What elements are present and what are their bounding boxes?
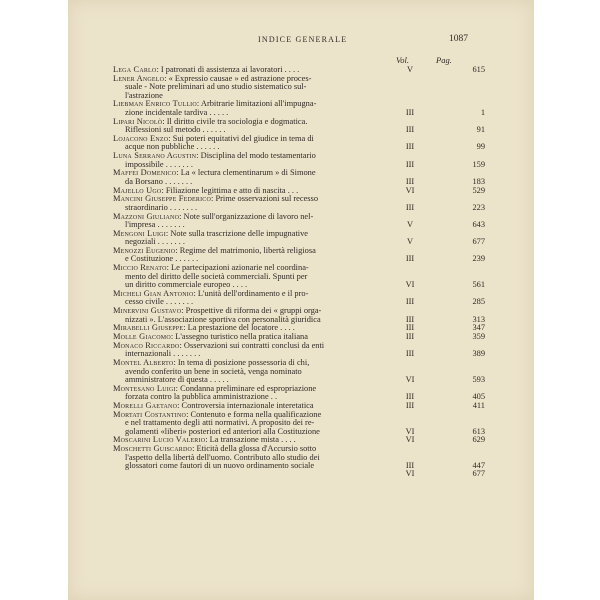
entry-title-text: Filiazione legittima e atto di nascita . . . [165, 185, 299, 195]
entry-volume: VI [405, 280, 415, 290]
entry-author: Moscarini Lucio Valerio [113, 435, 206, 445]
entry-line: Luna Serrano Agustin: Disciplina del modo testamentario [113, 151, 316, 161]
entry-line: Mengoni Luigi: Note sulla trascrizione delle impugnative [113, 228, 309, 238]
entry-title-text: L'unità dell'ordinamento e il pro- [197, 288, 309, 298]
entry-page: 1 [480, 107, 485, 117]
entry-title-text: zione incidentale tardiva . . . . . [125, 107, 229, 117]
entry-title-text: In tema di posizione possessoria di chi, [177, 358, 310, 368]
entry-author: Minervini Gustavo [113, 306, 182, 316]
entry-author: Mortati Costantino [113, 409, 187, 419]
entry-author: Monaco Riccardo [113, 340, 180, 350]
entry-title-text: La « lectura clementinarum » di Simone [180, 168, 316, 178]
entry-line: Mirabelli Giuseppe: La prestazione del locatore . . . . III 347 [113, 323, 485, 333]
entry-title-text: l'astrazione [125, 90, 163, 100]
entry-author: Mazzoni Giuliano [113, 211, 180, 221]
entry-volume: VI [405, 185, 415, 195]
entry-title-text: I patronati di assistenza ai lavoratori . . . . [160, 65, 300, 74]
entry-volume: VI [405, 469, 415, 479]
entry-volume: III [405, 159, 415, 169]
entry-volume: III [405, 461, 415, 471]
entry-line: Morelli Gaetano: Controversia internazionale interetatica III 411 [113, 400, 485, 410]
entry-title-text: l'aspetto della libertà dell'uomo. Contributo allo studio dei [125, 452, 320, 462]
entry-title-text: negoziali . . . . . . . [125, 237, 186, 247]
entry-line: Lega Carlo: I patronati di assistenza ai lavoratori . . . . V 615 [113, 65, 485, 74]
index-entry [113, 264, 485, 289]
entry-page: 159 [472, 159, 485, 169]
index-entry [113, 290, 485, 307]
entry-title-text: un diritto commerciale europeo . . . . [125, 280, 248, 290]
entry-line: Molle Giacomo: L'assegno turistico nella pratica italiana III 359 [113, 332, 485, 342]
index-entry [113, 213, 485, 230]
entry-author: Montesano Luigi [113, 383, 176, 393]
entry-volume: III [405, 176, 415, 186]
entry-title-text: Il diritto civile tra sociologia e dogmatica. [166, 116, 308, 126]
entry-page: 183 [472, 176, 485, 186]
entry-title-text: nizzati ». L'associazione sportiva con personalità giuridica [125, 314, 321, 324]
entry-volume: VI [405, 426, 415, 436]
entry-author: Mengoni Luigi [113, 228, 166, 238]
entry-page: 359 [472, 332, 485, 342]
entry-line: Minervini Gustavo: Prospettive di riforma dei « gruppi orga- [113, 306, 322, 316]
index-entry [113, 195, 485, 212]
entry-title-text: acque non pubbliche . . . . . . [125, 142, 220, 152]
column-header-vol: Vol. [396, 55, 409, 65]
entry-title-text: Prospettive di riforma dei « gruppi orga- [185, 306, 322, 316]
entry-author: Majello Ugo [113, 185, 162, 195]
entry-title-text: da Borsano . . . . . . . [125, 176, 193, 186]
entry-volume: III [405, 125, 415, 135]
entry-volume: III [405, 323, 415, 333]
entry-page: 239 [472, 254, 485, 264]
book-page [68, 0, 534, 600]
entry-title-text: glossatori come fautori di un nuovo ordinamento sociale [125, 461, 315, 471]
entry-page: 529 [472, 185, 485, 195]
entry-volume: III [405, 332, 415, 342]
entry-volume: III [405, 142, 415, 152]
entry-title-text: Osservazioni sui contratti conclusi da enti [183, 340, 325, 350]
entry-title-text: e nel trattamento degli atti normativi. A proposito dei re- [125, 418, 315, 428]
entry-line: Moschetti Guiscardo: Eticità della glossa d'Accursio sotto [113, 444, 317, 454]
entry-line: Miccio Renato: Le partecipazioni azionarie nel coordina- [113, 263, 309, 273]
entry-title-text: impossibile . . . . . . . [125, 159, 193, 169]
entry-line: Lojacono Enzo: Sui poteri equitativi del giudice in tema di [113, 133, 314, 143]
entry-title-text: Arbitrarie limitazioni all'impugna- [200, 99, 317, 109]
entry-author: Moschetti Guiscardo [113, 444, 193, 454]
entry-volume: III [405, 392, 415, 402]
entry-page: 285 [472, 297, 485, 307]
entry-title-text: Prime osservazioni sul recesso [215, 194, 319, 204]
entry-line: Lener Angelo: « Expressio causae » ed astrazione proces- [113, 73, 312, 83]
entry-page: 677 [472, 469, 485, 479]
entry-page: 347 [472, 323, 485, 333]
entry-volume: VI [405, 435, 415, 445]
entry-author: Micheli Gian Antonio [113, 288, 194, 298]
entry-line: Liebman Enrico Tullio: Arbitrarie limitazioni all'impugna- [113, 99, 317, 109]
entry-line [113, 83, 485, 91]
entry-line: Mancini Giuseppe Federico: Prime osservazioni sul recesso [113, 194, 319, 204]
entry-title-text: Riflessioni sul metodo . . . . . . [125, 125, 226, 135]
entry-page: 615 [472, 65, 485, 74]
entry-author: Montel Alberto [113, 358, 174, 368]
entry-author: Menozzi Eugenio [113, 245, 176, 255]
entry-title-text: Controversia internazionale interetatica [181, 400, 314, 410]
entry-line: Moscarini Lucio Valerio: La transazione mista . . . . VI 629 [113, 435, 485, 445]
index-entry [113, 445, 485, 470]
entry-title-text: La transazione mista . . . . [209, 435, 296, 445]
entry-page: 405 [472, 392, 485, 402]
entry-title-text: Regime del matrimonio, libertà religiosa [179, 245, 316, 255]
column-header-pag: Pag. [436, 55, 452, 65]
entry-volume: VI [405, 374, 415, 384]
entry-page: 561 [472, 280, 485, 290]
entry-author: Lener Angelo [113, 73, 165, 83]
entry-author: Miccio Renato [113, 263, 167, 273]
entry-line [113, 462, 485, 470]
index-entry [113, 75, 485, 100]
entry-title-text: cesso civile . . . . . . . [125, 297, 194, 307]
entry-volume: III [405, 202, 415, 212]
index-entry [113, 342, 485, 359]
index-entry [113, 100, 485, 117]
entry-volume: V [406, 219, 414, 229]
entry-volume: V [406, 65, 414, 74]
entry-title-text: straordinario . . . . . . . [125, 202, 198, 212]
entry-title-text: Sui poteri equitativi del giudice in tema di [172, 133, 314, 143]
entry-line: Maffei Domenico: La « lectura clementinarum » di Simone [113, 168, 316, 178]
entry-volume: III [405, 254, 415, 264]
entry-title-text: forzata contro la pubblica amministrazione . . [125, 392, 278, 402]
index-entry [113, 135, 485, 152]
index-entry [113, 359, 485, 384]
entry-page: 447 [472, 461, 485, 471]
entry-page: 677 [472, 237, 485, 247]
entry-line: Monaco Riccardo: Osservazioni sui contratti conclusi da enti [113, 340, 325, 350]
entry-line: Montesano Luigi: Condanna preliminare ed espropriazione [113, 383, 317, 393]
entry-title-text: l'impresa . . . . . . . [125, 219, 185, 229]
index-entry [113, 230, 485, 247]
entry-volume: III [405, 314, 415, 324]
entry-title-text: Condanna preliminare ed espropriazione [180, 383, 317, 393]
entry-page: 643 [472, 219, 485, 229]
entry-title-text: avendo conferito un bene in società, venga nominato [125, 366, 302, 376]
entry-author: Liebman Enrico Tullio [113, 99, 197, 109]
index-entry [113, 169, 485, 186]
entry-author: Lega Carlo [113, 65, 157, 74]
entry-page: 91 [476, 125, 485, 135]
entry-author: Luna Serrano Agustin [113, 151, 197, 161]
entry-page: 99 [476, 142, 485, 152]
index-entry [113, 118, 485, 135]
entry-title-text: La prestazione del locatore . . . . [187, 323, 295, 333]
entry-title-text: e Costituzione . . . . . . [125, 254, 199, 264]
entry-author: Mirabelli Giuseppe [113, 323, 184, 333]
entry-title-text: Disciplina del modo testamentario [200, 151, 316, 161]
entry-title-text: Note sulla trascrizione delle impugnative [170, 228, 309, 238]
entry-author: Lipari Nicolò [113, 116, 163, 126]
entry-title-text: Le partecipazioni azionarie nel coordina- [171, 263, 309, 273]
entry-page: 223 [472, 202, 485, 212]
entry-line: Mortati Costantino: Contenuto e forma nella qualificazione [113, 409, 322, 419]
entry-title-text: internazionali . . . . . . . [125, 349, 201, 359]
entry-title-text: golamenti «liberi» posteriori ed anteriori alla Costituzione [125, 426, 320, 436]
entry-author: Lojacono Enzo [113, 133, 169, 143]
page-number: 1087 [449, 34, 468, 44]
index-entry [113, 152, 485, 169]
entry-author: Mancini Giuseppe Federico [113, 194, 212, 204]
entry-title-text: amministratore di questa . . . . . [125, 374, 229, 384]
entry-author: Maffei Domenico [113, 168, 177, 178]
entry-line: Montel Alberto: In tema di posizione possessoria di chi, [113, 358, 310, 368]
entry-title-text: Eticità della glossa d'Accursio sotto [196, 444, 317, 454]
index-entry [113, 411, 485, 436]
index-entry [113, 385, 485, 402]
index-entry [113, 307, 485, 324]
entry-volume: V [406, 237, 414, 247]
entry-page: 629 [472, 435, 485, 445]
entry-line: Micheli Gian Antonio: L'unità dell'ordinamento e il pro- [113, 288, 309, 298]
entry-volume: III [405, 349, 415, 359]
entry-page: 613 [472, 426, 485, 436]
entry-volume: III [405, 400, 415, 410]
entry-volume: III [405, 107, 415, 117]
entry-title-text: L'assegno turistico nella pratica italiana [175, 332, 308, 342]
entry-title-text: « Expressio causae » ed astrazione proces- [168, 73, 312, 83]
entry-page: 313 [472, 314, 485, 324]
entry-line: Majello Ugo: Filiazione legittima e atto di nascita . . . VI 529 [113, 185, 485, 195]
entry-author: Molle Giacomo [113, 332, 171, 342]
entry-line: Menozzi Eugenio: Regime del matrimonio, libertà religiosa [113, 245, 316, 255]
index-entries [113, 66, 485, 479]
entry-title-text: Contenuto e forma nella qualificazione [190, 409, 322, 419]
entry-line: Mazzoni Giuliano: Note sull'organizzazione di lavoro nel- [113, 211, 314, 221]
entry-author: Morelli Gaetano [113, 400, 178, 410]
entry-title-text: Note sull'organizzazione di lavoro nel- [183, 211, 314, 221]
entry-title-text: mento del diritto delle società commerciali. Spunti per [125, 271, 308, 281]
entry-volume: III [405, 297, 415, 307]
index-entry [113, 247, 485, 264]
entry-line: Lipari Nicolò: Il diritto civile tra sociologia e dogmatica. [113, 116, 308, 126]
entry-page: 389 [472, 349, 485, 359]
entry-line [113, 470, 485, 478]
entry-title-text: suale - Note preliminari ad uno studio sistematico sul- [125, 82, 307, 92]
running-title: INDICE GENERALE [258, 35, 348, 44]
entry-page: 593 [472, 374, 485, 384]
entry-page: 411 [472, 400, 485, 410]
